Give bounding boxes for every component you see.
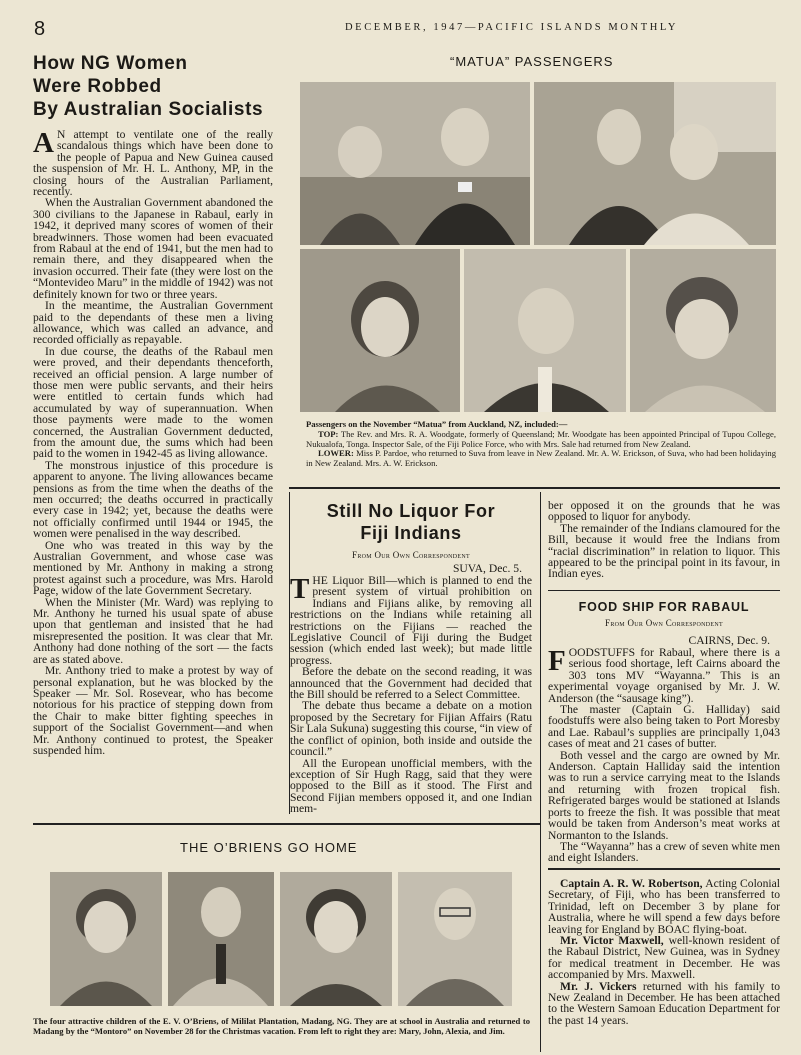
photo-jim [398,872,512,1006]
obriens-title: THE O’BRIENS GO HOME [180,840,358,855]
obriens-caption: The four attractive children of the E. V. O’Briens, of Mililat Plantation, Madang, NG. They are at school in Australia and returned to Madang by the “Montoro” on November 28 for the Christmas vacation. From left to right they are: Mary, John, Alexia, and Jim. [33,1016,530,1036]
fiji-continued-paragraph: ber opposed it on the grounds that he was opposed to liquor for anybody. [548,499,780,524]
women-headline-line2: Were Robbed [33,76,162,97]
fiji-continued [548,500,780,580]
women-paragraph: In due course, the deaths of the Rabaul men were proved, and their dependants thenceforth, received an official pension. A large number of those men were public servants, and their heirs were entitled to certain funds which had accumulated by way of superannuation. When those payments were made to the women concerned, the Australian Government deducted, from the amount due, the sums which had been paid to the women in 1942-45 as living allowance. [33,344,273,461]
running-head: DECEMBER, 1947—PACIFIC ISLANDS MONTHLY [345,22,679,33]
page-number: 8 [34,18,46,40]
photo-mary [50,872,162,1006]
drop-cap: T [290,573,310,605]
photo-mrs-erickson [630,249,776,412]
food-top-rule [548,590,780,591]
women-headline-line3: By Australian Socialists [33,99,264,120]
women-paragraph: N attempt to ventilate one of the really scandalous things which have been done to the people of Papua and New Guinea caused the suspension of Mr. H. L. Anthony, MP, in the closing hours of the Australian Parliament, recently. [33,128,273,199]
matua-title: “MATUA” PASSENGERS [450,54,614,69]
women-paragraph: The monstrous injustice of this procedure is apparent to anyone. The living allowances became pensions as from the time when the deaths of the men occurred; the deaths occurred in practically every case in 1942; yet, because the deaths were not officially confirmed until 1944 or 1945, the women were penalised in the way described. [33,458,273,541]
photo-pardoe [300,249,460,412]
column-rule-right [540,492,541,1052]
fiji-headline-line1: Still No Liquor For [326,501,496,521]
drop-cap: A [33,127,54,159]
caption-top-text: The Rev. and Mrs. R. A. Woodgate, formerly of Queensland; Mr. Woodgate has been appointed Principal of Tupou College, Nukualofa, Tonga. Inspector Sale, of the Fiji Police Force, who with Mrs. Sale had returned from New Zealand. [306,428,776,449]
fiji-dateline: SUVA, Dec. 5. [452,562,522,575]
personal-text: well-known resident of the Rabaul District, New Guinea, was in Sydney for medical treatment in December. He was accompanied by Mrs. Maxwell. [548,934,781,982]
women-paragraph: When the Minister (Mr. Ward) was replying to Mr. Anthony he turned his usual spate of abuse upon that gentleman and insisted that he had misrepresented the position. It was clear that Mr. Anthony had done nothing of the sort — the facts are as stated above. [33,595,273,666]
personal-top-rule [548,868,780,870]
fiji-credit: From Our Own Correspondent [352,550,470,560]
bottom-section-rule [33,823,540,825]
fiji-continued-paragraph: The remainder of the Indians clamoured for the Bill, because it would free the Indians from “racial discrimination” in relation to liquor. This appeared to be the principal point in its favour, in Indian eyes. [548,521,780,581]
section-rule [289,487,780,489]
obriens-photo-row [50,872,512,1006]
women-paragraph: When the Australian Government abandoned the 300 civilians to the Japanese in Rabaul, early in 1942, it deprived many scores of women of their breadwinners. Those women had been evacuated from Rabaul at the end of 1941, but the men had to remain there, and they disappeared when the invasion occurred. Their fate (they were lost on the “Montevideo Maru” in the middle of 1942) was not definitely known for two or three years. [33,196,273,301]
photo-alexia [280,872,392,1006]
personal-text: Acting Colonial Secretary, of Fiji, who has been transferred to Trinidad, left on December 3 by plane for Australia, where he will spend a few days before leaving for England by BOAC flying-boat. [548,877,780,936]
personal-name: Captain A. R. W. Robertson, [560,877,703,890]
matua-caption-top [306,430,776,450]
personal-note [548,981,780,1027]
women-headline [33,52,273,121]
food-credit: From Our Own Correspondent [605,618,723,628]
photo-woodgates [300,82,530,245]
women-paragraph: One who was treated in this way by the Australian Government, and whose case was mentioned by Mr. Anthony in making a strong protest against such a procedure, was Mrs. Harold Page, widow of the late Government Secretary. [33,538,273,598]
matua-caption-lower [306,449,776,469]
women-headline-line1: How NG Women [33,53,188,74]
personal-notes [548,878,780,1026]
photo-sales [534,82,776,245]
women-paragraph: Mr. Anthony tried to make a protest by way of personal explanation, but he was blocked by the Speaker — Mr. Sol. Rosevear, who has become notorious for his practice of stepping down from the Chair to make bitter fighting speeches in support of the Socialist Government—and when Mr. Anthony continued to protest, the Speaker suspended him. [33,664,273,757]
caption-lower-text: Miss P. Pardoe, who returned to Suva from leave in New Zealand. Mr. A. W. Erickson, of Suva, who had been holidaying in New Zealand. Mrs. A. W. Erickson. [306,448,776,469]
photo-mr-erickson [464,249,626,412]
fiji-paragraph: Before the debate on the second reading, it was announced that the Government had decided that the Bill should be referred to a Select Committee. [290,665,532,702]
fiji-paragraph: All the European unofficial members, with the exception of Sir Hugh Ragg, said that they were opposed to the Bill as it stood. The First and Second Fijian members opposed it, and one Indian mem- [290,756,532,816]
personal-text: returned with his family to New Zealand in December. He has been attached to the Western Samoan Education Department for the past 14 years. [548,979,781,1027]
fiji-paragraph: The debate thus became a debate on a motion proposed by the Secretary for Fijian Affairs (Ratu Sir Lala Sukuna) suggesting this course, “in view of the conflict of opinion, both inside and outside the council.” [290,699,532,759]
personal-note [548,935,780,981]
women-paragraph: In the meantime, the Australian Government paid to the dependants of these men a living allowance, which was called an advance, and recorded officially as repayable. [33,299,273,347]
matua-photo-grid [300,82,776,412]
women-article [33,52,273,756]
personal-note [548,878,780,935]
food-article [548,600,780,864]
caption-lower-label: LOWER: [318,448,354,459]
photo-john [168,872,274,1006]
caption-top-label: TOP: [318,428,339,439]
matua-caption [306,420,776,469]
food-headline: FOOD SHIP FOR RABAUL [578,600,750,614]
women-body [33,129,273,756]
matua-caption-intro: Passengers on the November “Matua” from Auckland, NZ, included:— [306,419,568,429]
food-paragraph: OODSTUFFS for Rabaul, where there is a serious food shortage, left Cairns aboard the 303 tons MV “Wayanna.” This is an experimental voyage organised by Mr. J. W. Anderson (the “sausage king”). [548,646,780,705]
food-dateline: CAIRNS, Dec. 9. [688,634,770,647]
food-paragraph: The master (Captain G. Halliday) said foodstuffs were also being taken to Port Moresby and Lae. Rabaul’s supplies are principally 1,043 cases of meat and 21 cases of butter. [548,703,780,751]
fiji-headline-line2: Fiji Indians [360,523,462,543]
fiji-headline [290,500,532,544]
fiji-article [290,500,532,815]
personal-name: Mr. Victor Maxwell, [560,934,664,948]
food-paragraph: Both vessel and the cargo are owned by Mr. Anderson. Captain Halliday said the intention was to run a service carrying meat to the Islands and returning with frozen tropical fish. Refrigerated barges would be stationed at Islands ports to freeze the fish. It was possible that meat would be taken from Anderson’s meat works at Normanton to the Islands. [548,748,780,842]
drop-cap: F [548,645,566,677]
fiji-paragraph: HE Liquor Bill—which is planned to end the present system of virtual prohibition on Indians and Fijians alike, by removing all restrictions on the Indians while retaining all restrictions on the Fijians — reached the Legislative Council of Fiji during the Budget session (which ended last week); but made little progress. [290,574,532,667]
food-paragraph: The “Wayanna” has a crew of seven white men and eight Islanders. [548,839,780,865]
food-body [548,647,780,864]
personal-name: Mr. J. Vickers [560,979,637,993]
fiji-body [290,575,532,815]
